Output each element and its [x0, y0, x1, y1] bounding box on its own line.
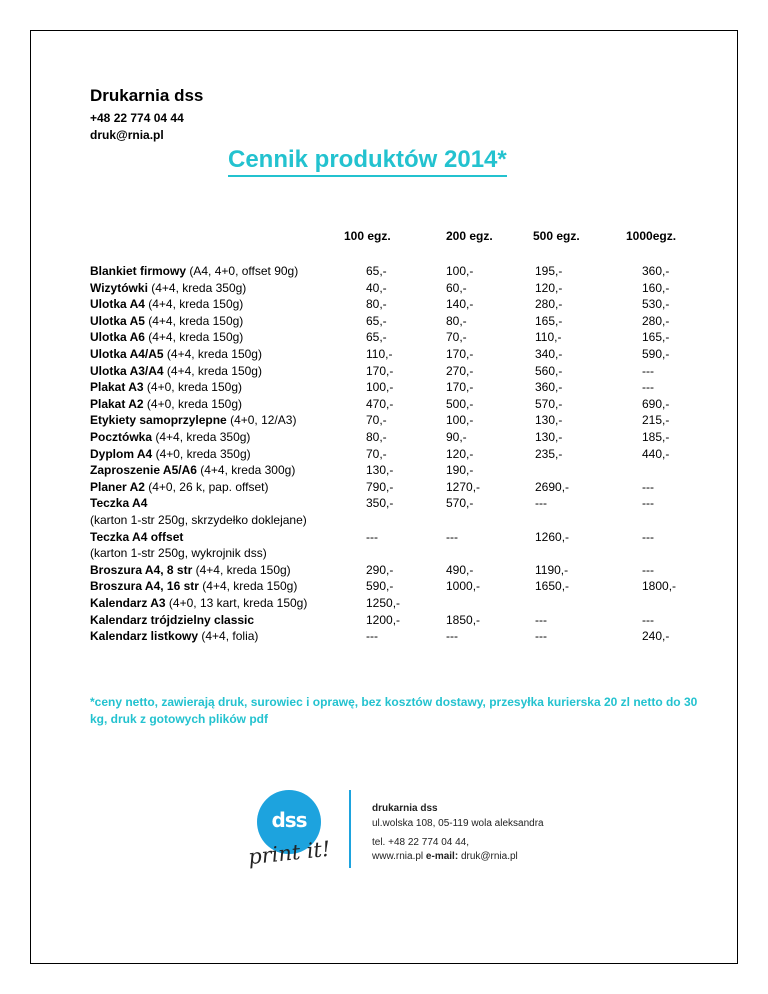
col-header-1000: 1000egz. [626, 229, 677, 243]
col-header-200: 200 egz. [446, 229, 493, 243]
footer-address: ul.wolska 108, 05-119 wola aleksandra [372, 818, 544, 829]
price-cell: 790,- [366, 479, 394, 494]
tagline: print it! [246, 836, 332, 870]
price-cell: 1000,- [446, 579, 481, 594]
product-name [90, 628, 258, 644]
price-cell: 360,- [535, 380, 563, 395]
price-cell: --- [642, 562, 654, 577]
price-cell: --- [446, 529, 458, 544]
price-cell: 690,- [642, 396, 670, 411]
table-row [90, 429, 710, 445]
table-row [90, 495, 710, 511]
price-cell: 165,- [642, 330, 670, 345]
table-row [90, 578, 710, 594]
product-detail: (4+4, kreda 150g) [144, 297, 244, 312]
product-title: Kalendarz listkowy [90, 629, 199, 644]
product-detail: (4+4, kreda 150g) [192, 562, 291, 577]
price-cell: 70,- [446, 330, 467, 345]
product-name [90, 612, 254, 628]
price-cell: 70,- [366, 413, 387, 428]
price-cell: 170,- [446, 380, 474, 395]
price-cell: 140,- [446, 297, 474, 312]
table-row [90, 479, 710, 495]
price-cell: --- [535, 629, 547, 644]
footer-web-email [372, 851, 518, 862]
table-row [90, 462, 710, 478]
table-row [90, 280, 710, 296]
product-name [90, 263, 298, 279]
product-detail: (4+4, kreda 150g) [163, 347, 262, 361]
product-title: Teczka A4 [90, 496, 148, 511]
table-row [90, 263, 710, 279]
price-cell: 340,- [535, 347, 563, 361]
product-detail: (karton 1-str 250g, skrzydełko doklejane) [90, 513, 307, 527]
product-name [90, 462, 295, 478]
product-title: Kalendarz trójdzielny classic [90, 612, 255, 627]
table-row [90, 363, 710, 379]
price-cell: 570,- [446, 496, 474, 511]
table-row [90, 446, 710, 462]
product-title: Broszura A4, 16 str [90, 579, 199, 594]
product-title: Teczka A4 offset [90, 529, 184, 544]
table-row [90, 313, 710, 329]
table-row [90, 595, 710, 611]
product-name [90, 578, 297, 594]
footer-website: www.rnia.pl [372, 851, 424, 862]
product-detail: (4+4, kreda 350g) [152, 430, 251, 444]
price-cell: 65,- [366, 264, 387, 278]
price-cell: 80,- [366, 297, 387, 312]
product-detail: (4+0, kreda 150g) [143, 396, 242, 411]
product-detail: (4+0, 12/A3) [226, 413, 297, 428]
price-cell: 235,- [535, 446, 563, 461]
price-cell: 560,- [535, 363, 563, 378]
company-name: Drukarnia dss [90, 86, 204, 105]
product-name [90, 562, 291, 578]
product-title: Ulotka A6 [90, 330, 145, 345]
price-cell: 130,- [366, 463, 394, 478]
price-cell: 120,- [535, 280, 563, 295]
price-cell: --- [642, 529, 654, 544]
product-name [90, 363, 262, 379]
price-cell: 240,- [642, 629, 670, 644]
price-cell: 100,- [366, 380, 394, 395]
table-row [90, 412, 710, 428]
product-detail: (4+4, kreda 150g) [144, 313, 244, 328]
price-cell: 1650,- [535, 579, 570, 594]
price-cell: 1250,- [366, 596, 401, 610]
product-name [90, 313, 243, 329]
footer-email: druk@rnia.pl [460, 851, 518, 862]
price-cell: 160,- [642, 280, 670, 295]
product-name [90, 412, 296, 428]
price-cell: --- [366, 629, 378, 644]
price-cell: 90,- [446, 430, 467, 444]
company-phone: +48 22 774 04 44 [90, 111, 184, 125]
product-title: Plakat A3 [90, 380, 144, 395]
price-cell: 2690,- [535, 479, 570, 494]
footer-email-label: e-mail: [425, 851, 459, 862]
price-cell: 110,- [366, 347, 393, 361]
table-row [90, 628, 710, 644]
product-detail: (4+4, kreda 150g) [144, 330, 244, 345]
price-cell: --- [446, 629, 458, 644]
product-title: Dyplom A4 [90, 446, 153, 461]
product-title: Planer A2 [90, 479, 145, 494]
price-cell: 1260,- [535, 529, 570, 544]
price-cell: 1190,- [535, 562, 569, 577]
price-cell: 1800,- [642, 579, 677, 594]
product-name [90, 346, 262, 362]
table-row [90, 529, 710, 545]
price-cell: 1850,- [446, 612, 481, 627]
product-detail: (4+0, 26 k, pap. offset) [144, 479, 269, 494]
price-cell: 185,- [642, 430, 670, 444]
price-cell: 360,- [642, 264, 670, 278]
price-cell: 120,- [446, 446, 474, 461]
product-name [90, 446, 251, 462]
price-cell: --- [642, 380, 654, 395]
col-header-500: 500 egz. [533, 229, 580, 243]
price-cell: 290,- [366, 562, 394, 577]
table-row [90, 396, 710, 412]
product-title: Ulotka A4 [90, 297, 145, 312]
price-cell: 60,- [446, 280, 467, 295]
price-cell: 350,- [366, 496, 394, 511]
price-cell: 80,- [446, 313, 467, 328]
product-detail: (4+0, kreda 350g) [152, 446, 251, 461]
product-detail: (4+0, 13 kart, kreda 150g) [165, 596, 308, 610]
product-name [90, 495, 147, 511]
product-title: Kalendarz A3 [90, 596, 166, 610]
price-cell: 100,- [446, 264, 474, 278]
price-cell: 70,- [366, 446, 387, 461]
product-detail: (4+4, kreda 350g) [147, 280, 247, 295]
product-title: Ulotka A5 [90, 313, 145, 328]
footer-phone: tel. +48 22 774 04 44, [372, 837, 470, 848]
price-cell: 490,- [446, 562, 474, 577]
price-cell: --- [642, 363, 654, 378]
price-cell: 170,- [446, 347, 474, 361]
price-cell: 280,- [535, 297, 563, 312]
price-cell: --- [366, 529, 378, 544]
footnote: *ceny netto, zawierają druk, surowiec i oprawę, bez kosztów dostawy, przesyłka kurierska 20 zl netto do 30 kg, druk z gotowych plików pdf [90, 695, 698, 726]
product-detail: (4+4, kreda 150g) [163, 363, 262, 378]
price-cell: 130,- [535, 430, 563, 444]
price-cell: 280,- [642, 313, 670, 328]
price-cell: 590,- [642, 347, 670, 361]
product-title: Wizytówki [90, 280, 148, 295]
price-cell: --- [642, 612, 654, 627]
price-cell: 215,- [642, 413, 670, 428]
product-name [90, 280, 246, 296]
price-cell: 590,- [366, 579, 394, 594]
product-name [90, 429, 250, 445]
product-name [90, 296, 243, 312]
price-cell: 1200,- [366, 612, 401, 627]
table-row [90, 562, 710, 578]
price-cell: 130,- [535, 413, 563, 428]
product-detail: (A4, 4+0, offset 90g) [186, 264, 299, 278]
product-detail: (4+4, folia) [198, 629, 259, 644]
price-cell: 80,- [366, 430, 387, 444]
product-detail: (karton 1-str 250g, wykrojnik dss) [90, 546, 267, 561]
table-row [90, 512, 710, 528]
product-name [90, 545, 267, 561]
price-cell: 500,- [446, 396, 474, 411]
product-title: Etykiety samoprzylepne [90, 413, 227, 428]
price-cell: --- [535, 612, 547, 627]
product-title: Zaproszenie A5/A6 [90, 463, 197, 478]
logo-text: dss [271, 808, 307, 832]
price-cell: 195,- [535, 264, 563, 278]
product-title: Pocztówka [90, 430, 153, 444]
product-name [90, 479, 268, 495]
product-title: Ulotka A3/A4 [90, 363, 164, 378]
price-cell: 1270,- [446, 479, 481, 494]
table-row [90, 346, 710, 362]
product-name [90, 512, 307, 528]
price-cell: 470,- [366, 396, 394, 411]
price-cell: 65,- [366, 313, 387, 328]
company-email: druk@rnia.pl [90, 128, 164, 142]
price-cell: 165,- [535, 313, 563, 328]
price-cell: 440,- [642, 446, 670, 461]
product-title: Broszura A4, 8 str [90, 562, 193, 577]
product-title: Ulotka A4/A5 [90, 347, 164, 361]
table-row [90, 379, 710, 395]
price-cell: 170,- [366, 363, 394, 378]
price-cell: 270,- [446, 363, 474, 378]
price-cell: 110,- [535, 330, 562, 345]
product-title: Plakat A2 [90, 396, 144, 411]
product-name [90, 396, 242, 412]
price-cell: 570,- [535, 396, 563, 411]
product-name [90, 529, 183, 545]
price-cell: 40,- [366, 280, 387, 295]
price-cell: 100,- [446, 413, 474, 428]
product-name [90, 595, 307, 611]
product-detail: (4+0, kreda 150g) [143, 380, 242, 395]
product-name [90, 329, 243, 345]
table-row [90, 329, 710, 345]
price-cell: --- [642, 496, 654, 511]
product-detail: (4+4, kreda 150g) [198, 579, 298, 594]
product-name [90, 379, 242, 395]
page-title: Cennik produktów 2014* [228, 146, 507, 177]
price-cell: 190,- [446, 463, 474, 478]
price-cell: --- [535, 496, 547, 511]
footer-divider [349, 790, 351, 868]
price-cell: 530,- [642, 297, 670, 312]
price-cell: 65,- [366, 330, 387, 345]
price-cell: --- [642, 479, 654, 494]
table-row [90, 296, 710, 312]
footer-company-name: drukarnia dss [372, 803, 438, 814]
product-title: Blankiet firmowy [90, 264, 187, 278]
table-row [90, 545, 710, 561]
table-row [90, 612, 710, 628]
product-detail: (4+4, kreda 300g) [196, 463, 296, 478]
col-header-100: 100 egz. [344, 229, 391, 243]
